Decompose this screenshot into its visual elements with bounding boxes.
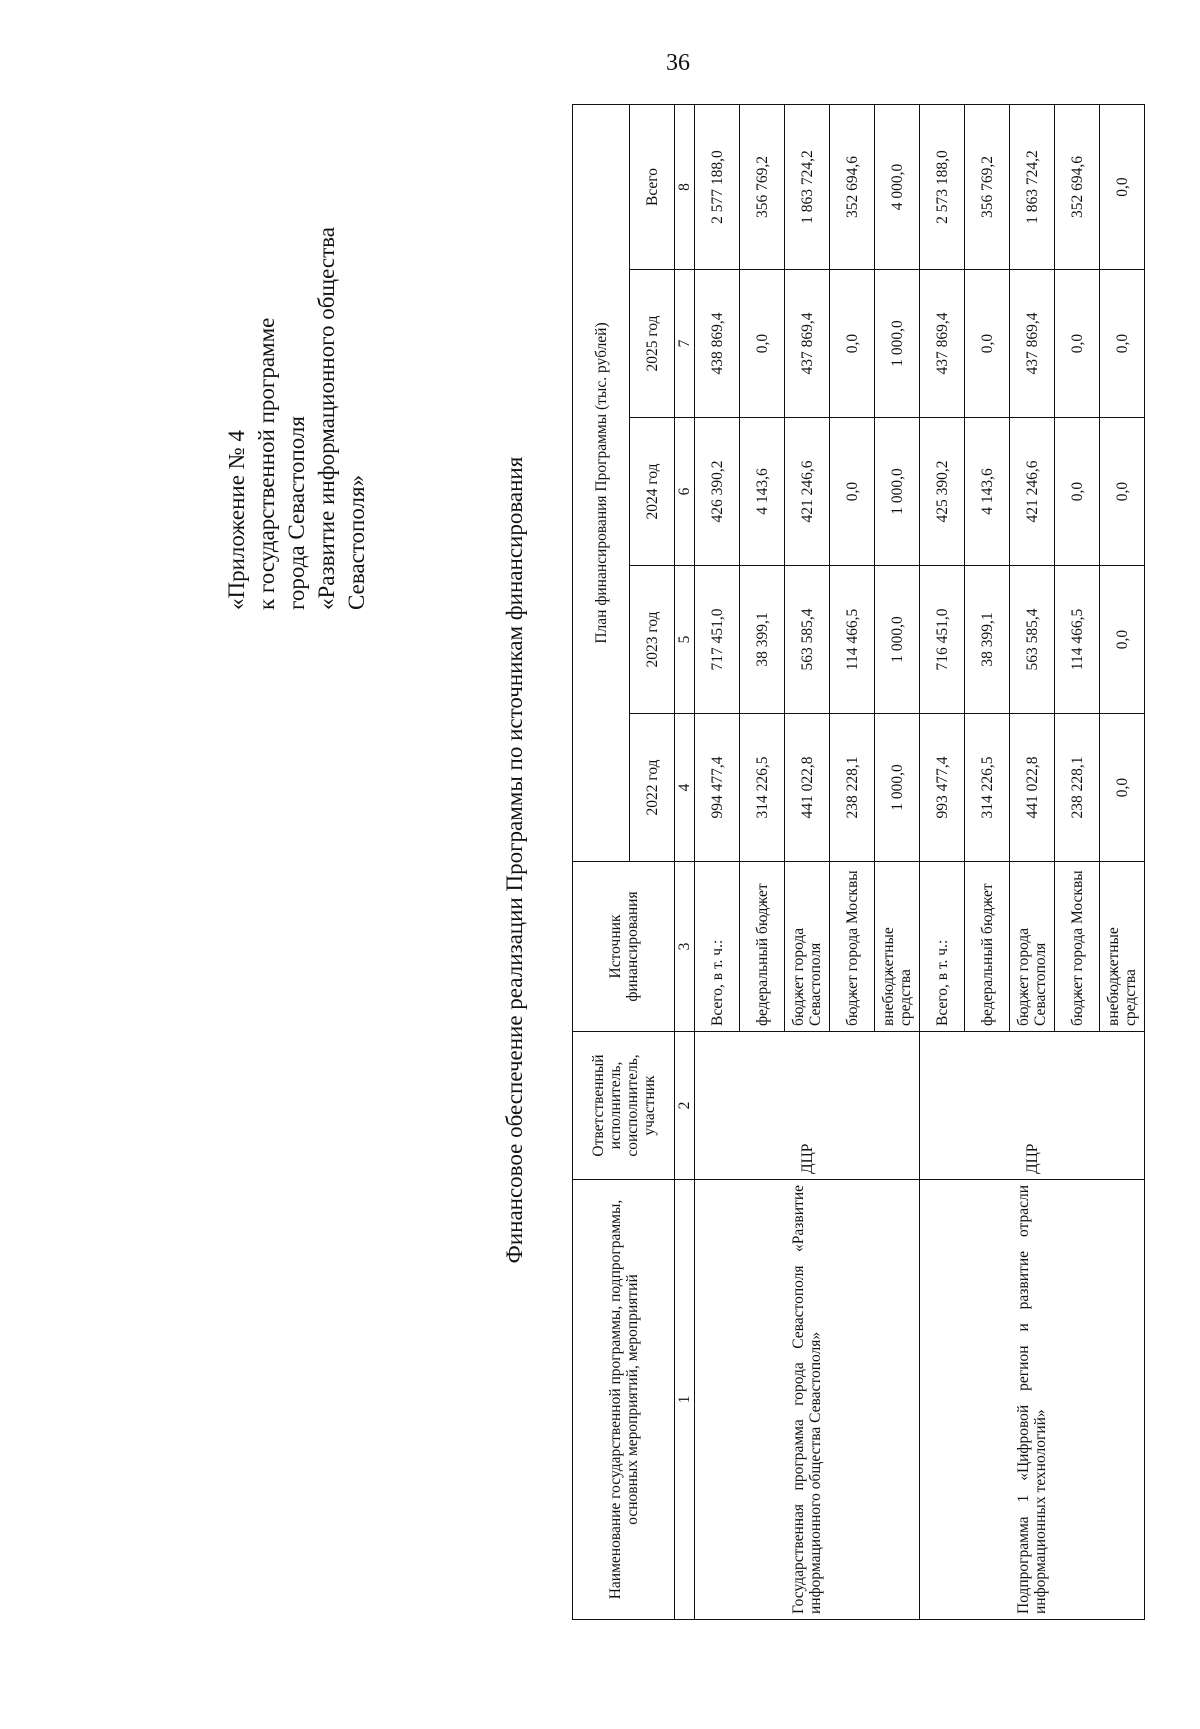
total-cell: 356 769,2 <box>740 104 785 269</box>
total-cell: 2 577 188,0 <box>695 104 740 269</box>
funding-source: Всего, в т. ч.: <box>920 862 965 1032</box>
value-cell: 441 022,8 <box>785 714 830 862</box>
appendix-caption <box>222 90 372 610</box>
column-index: 5 <box>675 566 695 714</box>
value-cell: 0,0 <box>830 270 875 418</box>
page-number: 36 <box>666 50 690 76</box>
column-index-row <box>675 104 695 1619</box>
column-index: 8 <box>675 104 695 269</box>
total-cell: 0,0 <box>1100 104 1145 269</box>
funding-source: федеральный бюджет <box>965 862 1010 1032</box>
total-cell: 1 863 724,2 <box>785 104 830 269</box>
column-index: 3 <box>675 862 695 1032</box>
value-cell: 0,0 <box>1055 418 1100 566</box>
value-cell: 38 399,1 <box>965 566 1010 714</box>
rotated-landscape-page <box>210 100 1170 1620</box>
program-name: Государственная программа города Севастополя «Развитие информационного общества Севастополя» <box>695 1180 920 1620</box>
value-cell: 438 869,4 <box>695 270 740 418</box>
value-cell: 314 226,5 <box>965 714 1010 862</box>
value-cell: 4 143,6 <box>965 418 1010 566</box>
column-index: 4 <box>675 714 695 862</box>
header-year: 2022 год <box>630 714 675 862</box>
value-cell: 994 477,4 <box>695 714 740 862</box>
value-cell: 314 226,5 <box>740 714 785 862</box>
value-cell: 0,0 <box>830 418 875 566</box>
funding-source: внебюджетные средства <box>875 862 920 1032</box>
header-year: 2023 год <box>630 566 675 714</box>
funding-source: Всего, в т. ч.: <box>695 862 740 1032</box>
financing-table <box>572 104 1145 1620</box>
column-index: 7 <box>675 270 695 418</box>
value-cell: 426 390,2 <box>695 418 740 566</box>
value-cell: 437 869,4 <box>1010 270 1055 418</box>
column-index: 6 <box>675 418 695 566</box>
total-cell: 4 000,0 <box>875 104 920 269</box>
total-cell: 356 769,2 <box>965 104 1010 269</box>
value-cell: 441 022,8 <box>1010 714 1055 862</box>
header-source: Источник финансирования <box>573 862 675 1032</box>
executor: ДЦР <box>920 1032 1145 1180</box>
header-total: Всего <box>630 104 675 269</box>
header-executor: Ответственный исполнитель, соисполнитель, участник <box>573 1032 675 1180</box>
total-cell: 352 694,6 <box>830 104 875 269</box>
value-cell: 717 451,0 <box>695 566 740 714</box>
subprogram-name: Подпрограмма 1 «Цифровой регион и развитие отрасли информационных технологий» <box>920 1180 1145 1620</box>
appendix-line: Севастополя» <box>344 474 369 610</box>
funding-source: бюджет города Севастополя <box>1010 862 1055 1032</box>
value-cell: 238 228,1 <box>830 714 875 862</box>
header-row <box>573 104 630 1619</box>
value-cell: 0,0 <box>1100 566 1145 714</box>
column-index: 1 <box>675 1180 695 1620</box>
value-cell: 38 399,1 <box>740 566 785 714</box>
total-cell: 352 694,6 <box>1055 104 1100 269</box>
table-row <box>695 104 740 1619</box>
value-cell: 563 585,4 <box>1010 566 1055 714</box>
total-cell: 2 573 188,0 <box>920 104 965 269</box>
funding-source: бюджет города Москвы <box>1055 862 1100 1032</box>
value-cell: 563 585,4 <box>785 566 830 714</box>
value-cell: 1 000,0 <box>875 566 920 714</box>
header-name: Наименование государственной программы, подпрограммы, основных мероприятий, мероприятий <box>573 1180 675 1620</box>
value-cell: 238 228,1 <box>1055 714 1100 862</box>
value-cell: 0,0 <box>1100 714 1145 862</box>
value-cell: 0,0 <box>1055 270 1100 418</box>
value-cell: 1 000,0 <box>875 418 920 566</box>
value-cell: 421 246,6 <box>1010 418 1055 566</box>
column-index: 2 <box>675 1032 695 1180</box>
funding-source: бюджет города Москвы <box>830 862 875 1032</box>
value-cell: 425 390,2 <box>920 418 965 566</box>
value-cell: 993 477,4 <box>920 714 965 862</box>
funding-source: бюджет города Севастополя <box>785 862 830 1032</box>
value-cell: 114 466,5 <box>1055 566 1100 714</box>
value-cell: 437 869,4 <box>785 270 830 418</box>
header-year: 2025 год <box>630 270 675 418</box>
appendix-line: города Севастополя <box>284 416 309 610</box>
value-cell: 1 000,0 <box>875 714 920 862</box>
appendix-line: «Развитие информационного общества <box>314 227 339 610</box>
table-row <box>920 104 965 1619</box>
value-cell: 0,0 <box>1100 418 1145 566</box>
funding-source: федеральный бюджет <box>740 862 785 1032</box>
value-cell: 114 466,5 <box>830 566 875 714</box>
value-cell: 1 000,0 <box>875 270 920 418</box>
value-cell: 0,0 <box>740 270 785 418</box>
value-cell: 0,0 <box>965 270 1010 418</box>
value-cell: 0,0 <box>1100 270 1145 418</box>
funding-source: внебюджетные средства <box>1100 862 1145 1032</box>
value-cell: 437 869,4 <box>920 270 965 418</box>
appendix-line: к государственной программе <box>254 317 279 610</box>
value-cell: 421 246,6 <box>785 418 830 566</box>
value-cell: 716 451,0 <box>920 566 965 714</box>
document-title: Финансовое обеспечение реализации Программы по источникам финансирования <box>502 456 527 1264</box>
total-cell: 1 863 724,2 <box>1010 104 1055 269</box>
executor: ДЦР <box>695 1032 920 1180</box>
header-year: 2024 год <box>630 418 675 566</box>
header-plan: План финансирования Программы (тыс. рублей) <box>573 104 630 861</box>
value-cell: 4 143,6 <box>740 418 785 566</box>
appendix-line: «Приложение № 4 <box>224 430 249 610</box>
